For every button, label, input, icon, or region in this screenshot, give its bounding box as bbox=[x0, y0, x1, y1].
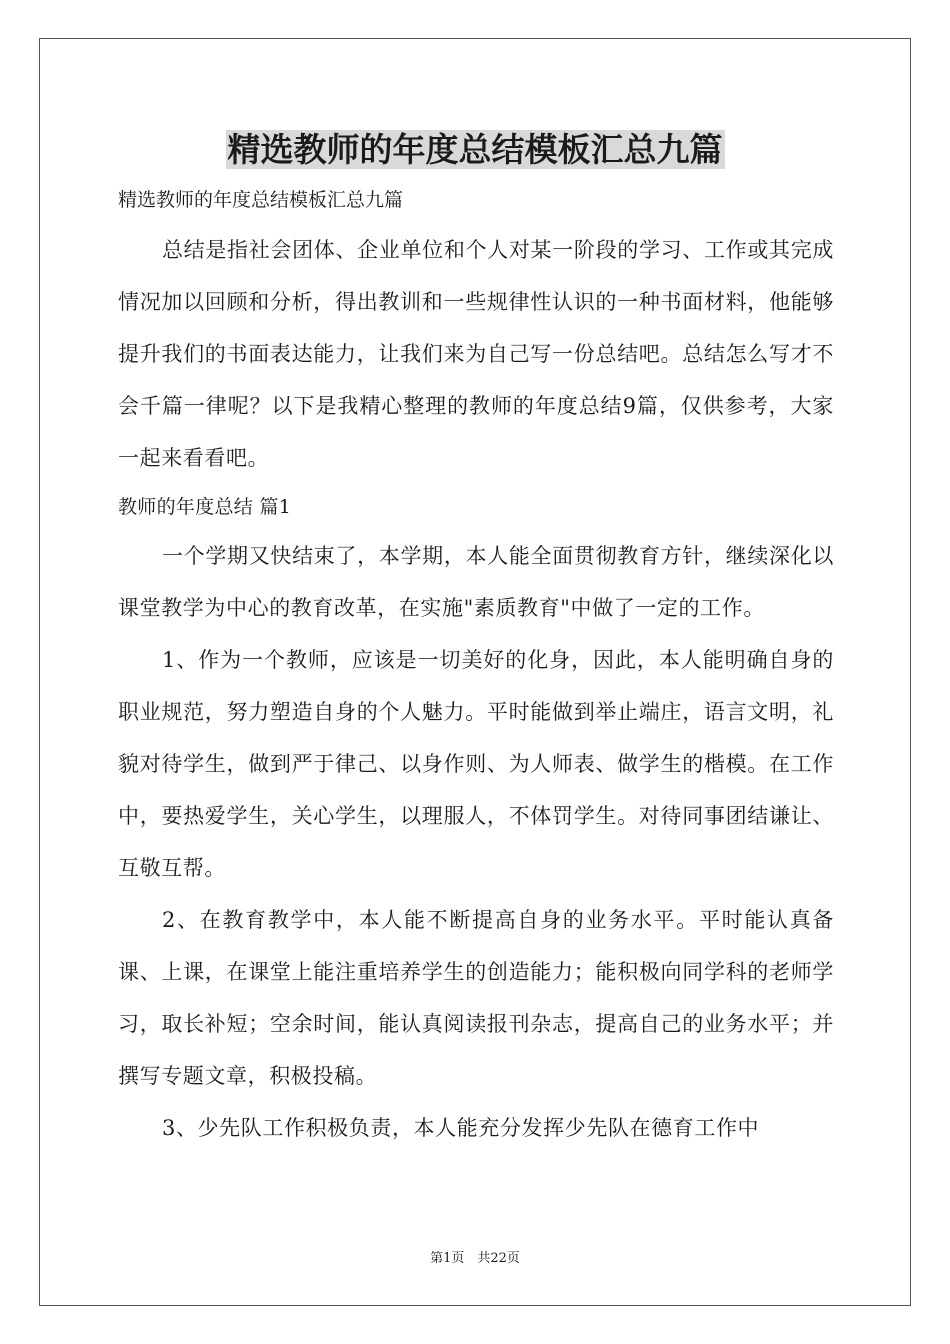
section-heading: 教师的年度总结 篇1 bbox=[118, 496, 292, 518]
body-paragraph-3: 2、在教育教学中，本人能不断提高自身的业务水平。平时能认真备课、上课，在课堂上能注重培养学生的创造能力；能积极向同学科的老师学习，取长补短；空余时间，能认真阅读报刊杂志，提高自己的业务水平；并撰写专题文章，积极投稿。 bbox=[118, 908, 834, 1088]
page-number-footer: 第1页 共22页 bbox=[430, 1251, 520, 1266]
body-paragraph-2: 1、作为一个教师，应该是一切美好的化身，因此，本人能明确自身的职业规范，努力塑造自身的个人魅力。平时能做到举止端庄，语言文明，礼貌对待学生，做到严于律己、以身作则、为人师表、做学生的楷模。在工作中，要热爱学生，关心学生，以理服人，不体罚学生。对待同事团结谦让、互敬互帮。 bbox=[118, 648, 834, 880]
document-subtitle: 精选教师的年度总结模板汇总九篇 bbox=[118, 189, 404, 211]
body-paragraph-1: 一个学期又快结束了，本学期，本人能全面贯彻教育方针，继续深化以课堂教学为中心的教育改革，在实施"素质教育"中做了一定的工作。 bbox=[118, 544, 834, 620]
body-paragraph-4: 3、少先队工作积极负责，本人能充分发挥少先队在德育工作中 bbox=[162, 1116, 760, 1140]
document-title-text: 精选教师的年度总结模板汇总九篇 bbox=[227, 130, 723, 169]
document-title bbox=[0, 126, 950, 174]
intro-paragraph: 总结是指社会团体、企业单位和个人对某一阶段的学习、工作或其完成情况加以回顾和分析，得出教训和一些规律性认识的一种书面材料，他能够提升我们的书面表达能力，让我们来为自己写一份总结吧。总结怎么写才不会千篇一律呢？以下是我精心整理的教师的年度总结9篇，仅供参考，大家一起来看看吧。 bbox=[118, 238, 834, 470]
document-body bbox=[118, 224, 834, 1154]
